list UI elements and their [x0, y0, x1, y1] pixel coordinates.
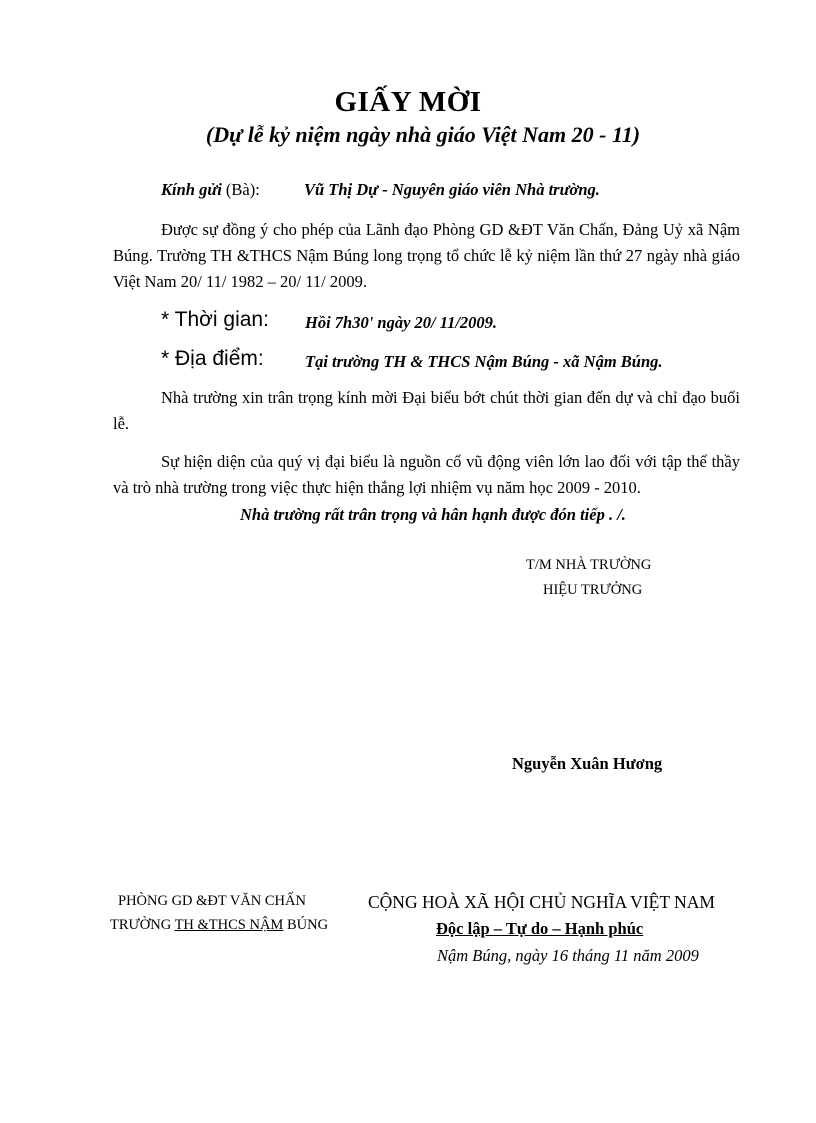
- document-title: GIẤY MỜI: [334, 86, 482, 118]
- school-name-prefix: TRƯỜNG: [110, 917, 175, 933]
- national-motto: Độc lập – Tự do – Hạnh phúc: [436, 919, 644, 938]
- place-label: * Địa điểm:: [161, 347, 264, 370]
- place-value: Tại trường TH & THCS Nậm Búng - xã Nậm Búng.: [305, 352, 663, 371]
- org-name: PHÒNG GD &ĐT VĂN CHẤN: [118, 893, 306, 909]
- paragraph-presence: Sự hiện diện của quý vị đại biểu là nguồn cổ vũ động viên lớn lao đối với tập thể thầy và trò nhà trường trong việc thực hiện thắng lợi nhiệm vụ năm học 2009 - 2010.: [113, 452, 740, 497]
- signature-role: HIỆU TRƯỞNG: [543, 582, 643, 598]
- paragraph-intro: Được sự đồng ý cho phép của Lãnh đạo Phòng GD &ĐT Văn Chấn, Đảng Uỷ xã Nậm Búng. Trường TH &THCS Nậm Búng long trọng tổ chức lễ kỷ niệm lần thứ 27 ngày nhà giáo Việt Nam 20/ 11/ 1982 – 20/ 11/ 2009.: [113, 220, 740, 291]
- recipient-name: Vũ Thị Dự - Nguyên giáo viên Nhà trường.: [304, 180, 600, 199]
- recipient-line: [161, 180, 600, 200]
- school-name: [110, 917, 328, 934]
- time-label: * Thời gian:: [161, 308, 269, 331]
- paragraph-invite: Nhà trường xin trân trọng kính mời Đại biểu bớt chút thời gian đến dự và chỉ đạo buổi lễ.: [113, 388, 740, 433]
- place-date: Nậm Búng, ngày 16 tháng 11 năm 2009: [437, 946, 699, 965]
- school-name-underlined: TH &THCS NẬM: [174, 917, 284, 933]
- recipient-label-paren: (Bà):: [221, 180, 260, 199]
- time-value: Hồi 7h30' ngày 20/ 11/2009.: [305, 313, 498, 332]
- nation-heading: CỘNG HOÀ XÃ HỘI CHỦ NGHĨA VIỆT NAM: [368, 892, 715, 912]
- closing-line: Nhà trường rất trân trọng và hân hạnh được đón tiếp . /.: [240, 505, 626, 524]
- recipient-label: Kính gửi: [161, 180, 222, 199]
- school-name-suffix: BÚNG: [283, 917, 329, 933]
- signature-title: T/M NHÀ TRƯỜNG: [526, 557, 652, 573]
- document-subtitle: (Dự lễ kỷ niệm ngày nhà giáo Việt Nam 20 - 11): [205, 122, 641, 147]
- signer-name: Nguyễn Xuân Hương: [512, 754, 663, 773]
